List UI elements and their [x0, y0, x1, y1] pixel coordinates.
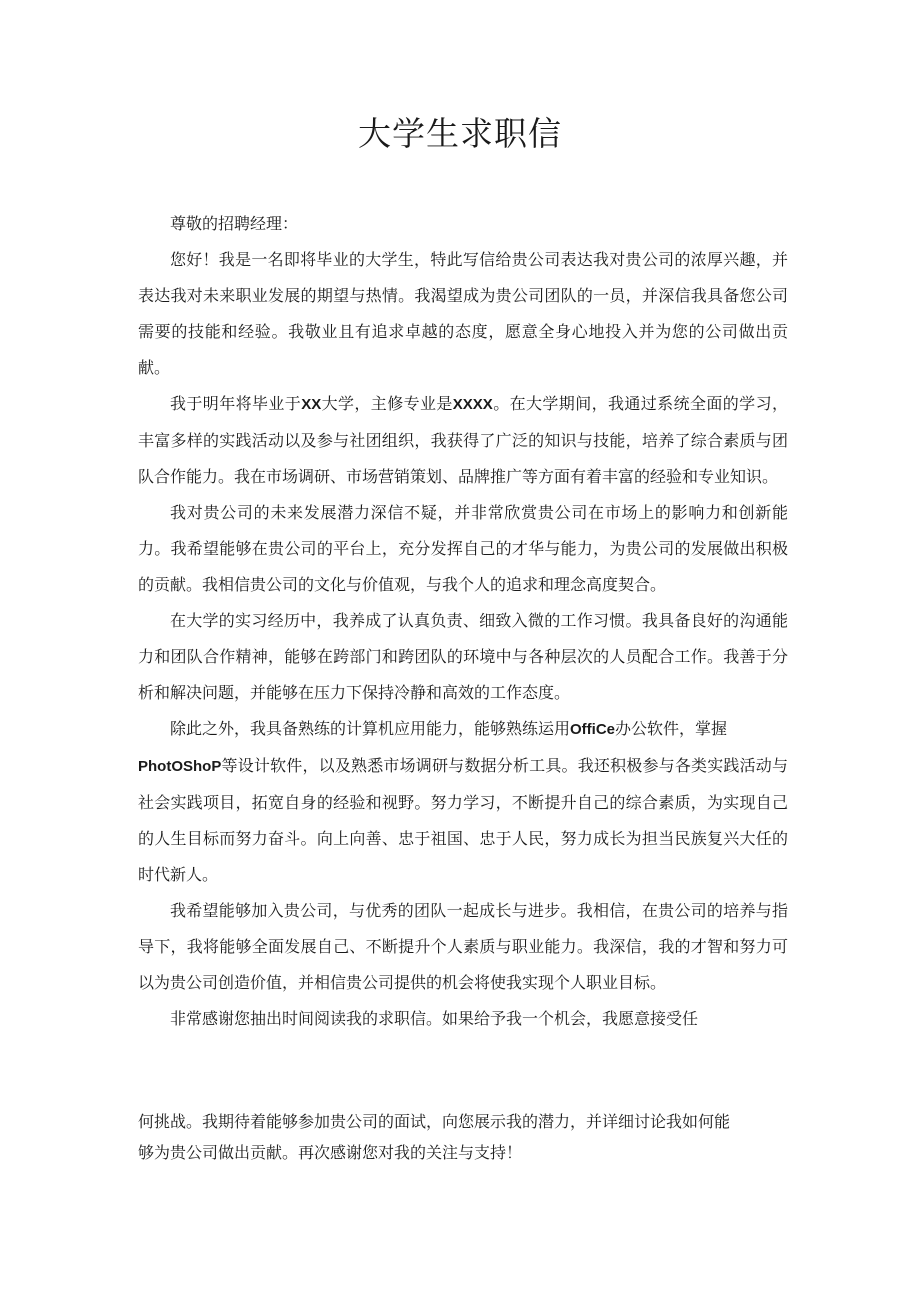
paragraph-aspiration: 我希望能够加入贵公司，与优秀的团队一起成长与进步。我相信，在贵公司的培养与指导下，我将能够全面发展自己、不断提升个人素质与职业能力。我深信，我的才智和努力可以为贵公司创造价值，并相信贵公司提供的机会将使我实现个人职业目标。 [138, 901, 788, 992]
skills-text-c: 办公软件，掌握 [615, 719, 728, 738]
paragraph-education [138, 386, 788, 495]
letter-title: 大学生求职信 [358, 114, 562, 153]
education-text-c: 大学，主修专业是 [321, 394, 453, 413]
salutation: 尊敬的招聘经理： [170, 214, 299, 233]
skills-text-e: 等设计软件，以及熟悉市场调研与数据分析工具。我还积极参与各类实践活动与社会实践项目，拓宽自身的经验和视野。努力学习，不断提升自己的综合素质，为实现自己的人生目标而努力奋斗。向上向善、忠于祖国、忠于人民，努力成长为担当民族复兴大任的时代新人。 [138, 756, 788, 884]
letter-body [138, 206, 788, 1037]
closing-line-1: 何挑战。我期待着能够参加贵公司的面试，向您展示我的潜力，并详细讨论我如何能 [138, 1112, 731, 1131]
education-text-a: 我于明年将毕业于 [170, 394, 302, 413]
skills-text-a: 除此之外，我具备熟练的计算机应用能力，能够熟练运用 [170, 719, 571, 738]
paragraph-thanks: 非常感谢您抽出时间阅读我的求职信。如果给予我一个机会，我愿意接受任 [170, 1009, 699, 1028]
paragraph-skills [138, 711, 788, 893]
university-placeholder: XX [301, 396, 322, 413]
closing-line-2: 够为贵公司做出贡献。再次感谢您对我的关注与支持！ [138, 1143, 523, 1162]
letter-closing [138, 1106, 788, 1168]
photoshop-software: PhotOShoP [138, 758, 222, 775]
education-text-e: 。在大学期间，我通过系统全面的学习，丰富多样的实践活动以及参与社团组织，我获得了广泛的知识与技能，培养了综合素质与团队合作能力。我在市场调研、市场营销策划、品牌推广等方面有着丰富的经验和专业知识。 [138, 394, 788, 486]
paragraph-greeting: 您好！我是一名即将毕业的大学生，特此写信给贵公司表达我对贵公司的浓厚兴趣，并表达我对未来职业发展的期望与热情。我渴望成为贵公司团队的一员，并深信我具备您公司需要的技能和经验。我敬业且有追求卓越的态度，愿意全身心地投入并为您的公司做出贡献。 [138, 250, 788, 377]
major-placeholder: XXXX [452, 396, 493, 413]
paragraph-company: 我对贵公司的未来发展潜力深信不疑，并非常欣赏贵公司在市场上的影响力和创新能力。我希望能够在贵公司的平台上，充分发挥自己的才华与能力，为贵公司的发展做出积极的贡献。我相信贵公司的文化与价值观，与我个人的追求和理念高度契合。 [138, 503, 788, 594]
office-software: OffiCe [570, 721, 616, 738]
paragraph-internship: 在大学的实习经历中，我养成了认真负责、细致入微的工作习惯。我具备良好的沟通能力和团队合作精神，能够在跨部门和跨团队的环境中与各种层次的人员配合工作。我善于分析和解决问题，并能够在压力下保持冷静和高效的工作态度。 [138, 611, 788, 702]
